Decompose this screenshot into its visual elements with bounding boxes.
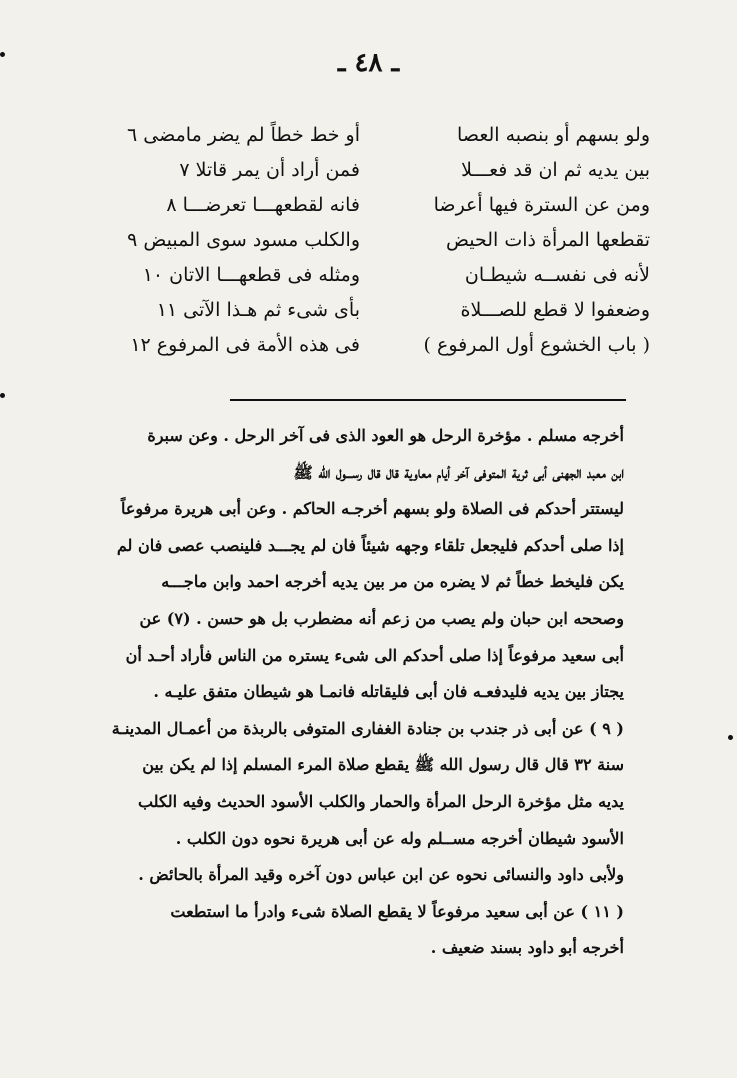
verse-line <box>60 223 660 258</box>
commentary-line: وصححه ابن حبان ولم يصب من زعم أنه مضطرب بل هو حسن . (٧) عن <box>139 608 624 628</box>
commentary-line: ( ٩ ) عن أبى ذر جندب بن جنادة الغفارى المتوفى بالربذة من أعمـال المدينـة <box>112 718 624 738</box>
commentary-line: ابن معبد الجهنى أبى ثرية المتوفى آخر أيام معاوية قال قال رســـول الله ﷺ <box>293 462 624 482</box>
verse-second-hemistich: فى هذه الأمة فى المرفوع ١٢ <box>130 334 360 356</box>
verse-line <box>60 188 660 223</box>
verse-second-hemistich: أو خط خطاً لم يضر مامضى ٦ <box>127 124 360 146</box>
verse-second-hemistich: فمن أراد أن يمر قاتلا ٧ <box>179 159 360 181</box>
verse-line <box>60 118 660 153</box>
verse-first-hemistich: وضعفوا لا قطع للصـــلاة <box>460 299 650 321</box>
verse-second-hemistich: بأى شىء ثم هـذا الآتى ١١ <box>156 299 360 321</box>
verse-second-hemistich: والكلب مسود سوى المبيض ٩ <box>127 229 360 251</box>
commentary-block <box>112 418 624 967</box>
verse-first-hemistich: ( باب الخشوع أول المرفوع ) <box>423 334 650 356</box>
commentary-line: الأسود شيطان أخرجه مســلم وله عن أبى هريرة نحوه دون الكلب . <box>175 828 624 848</box>
margin-mark <box>0 393 5 398</box>
commentary-line: يديه مثل مؤخرة الرحل المرأة والحمار والكلب الأسود الحديث وفيه الكلب <box>137 791 624 811</box>
verse-first-hemistich: ولو بسهم أو بنصبه العصا <box>457 124 650 146</box>
page-number: ـ ٤٨ ـ <box>337 48 400 78</box>
footnote-divider <box>230 399 626 401</box>
commentary-line: إذا صلى أحدكم فليجعل تلقاء وجهه شيئاً فان لم يجـــد فلينصب عصى فان لم <box>116 535 624 555</box>
verse-first-hemistich: بين يديه ثم ان قد فعـــلا <box>461 159 650 181</box>
commentary-line: سنة ٣٢ قال قال رسول الله ﷺ يقطع صلاة المرء المسلم إذا لم يكن بين <box>142 755 624 775</box>
verse-line <box>60 293 660 328</box>
verse-first-hemistich: ومن عن السترة فيها أعرضا <box>433 194 650 216</box>
commentary-line: أبى سعيد مرفوعاً إذا صلى أحدكم الى شىء يستره من الناس فأراد أحـد أن <box>125 645 624 665</box>
commentary-line: أخرجه مسلم . مؤخرة الرحل هو العود الذى فى آخر الرحل . وعن سبرة <box>147 426 624 445</box>
commentary-line: ( ١١ ) عن أبى سعيد مرفوعاً لا يقطع الصلاة شىء وادرأ ما استطعت <box>170 901 624 921</box>
commentary-line: أخرجه أبو داود بسند ضعيف . <box>430 938 624 958</box>
verse-line <box>60 153 660 188</box>
commentary-line: ليستتر أحدكم فى الصلاة ولو بسهم أخرجـه الحاكم . وعن أبى هريرة مرفوعاً <box>120 499 624 519</box>
verse-line <box>60 258 660 293</box>
commentary-line: يجتاز بين يديه فليدفعـه فان أبى فليقاتله فانمـا هو شيطان متفق عليـه . <box>153 682 624 702</box>
verse-first-hemistich: لأنه فى نفســه شيطـان <box>464 264 650 286</box>
verse-line <box>60 328 660 363</box>
margin-mark <box>728 735 733 740</box>
verse-second-hemistich: فانه لقطعهـــا تعرضـــا ٨ <box>166 194 360 216</box>
commentary-line: يكن فليخط خطاً ثم لا يضره من مر بين يديه أخرجه احمد وابن ماجـــه <box>161 572 624 592</box>
verse-first-hemistich: تقطعها المرأة ذات الحيض <box>445 229 650 251</box>
margin-mark <box>0 52 5 57</box>
verse-block <box>60 118 660 363</box>
verse-second-hemistich: ومثله فى قطعهـــا الاتان ١٠ <box>142 264 360 286</box>
commentary-line: ولأبى داود والنسائى نحوه عن ابن عباس دون آخره وقيد المرأة بالحائض . <box>138 865 624 885</box>
